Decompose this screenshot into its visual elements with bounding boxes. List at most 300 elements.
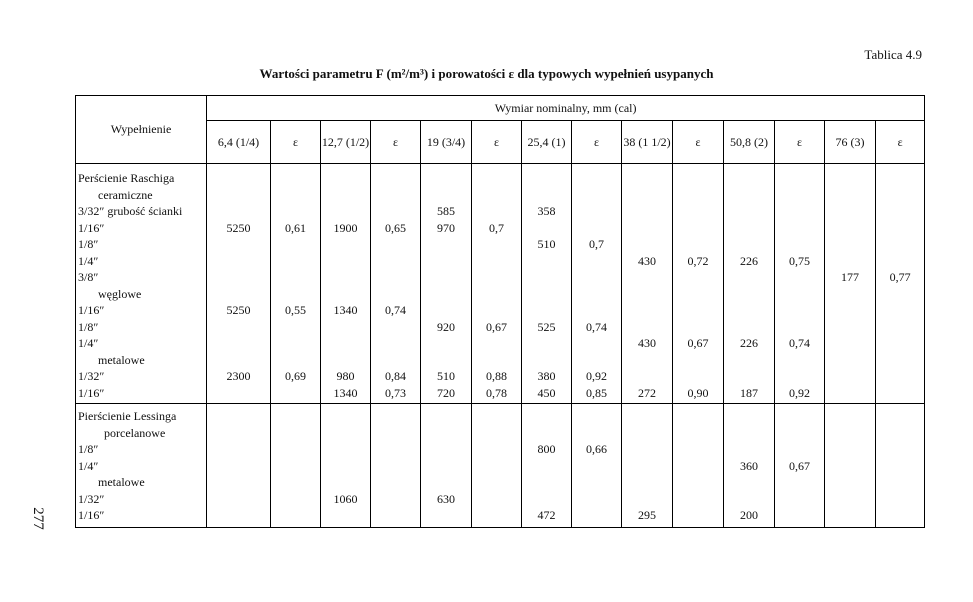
table-cell	[321, 203, 370, 220]
table-cell	[271, 253, 320, 270]
table-cell: 0,67	[687, 336, 709, 350]
table-cell	[775, 170, 824, 187]
table-cell	[572, 253, 621, 270]
table-cell	[724, 319, 774, 336]
table-cell	[825, 491, 875, 508]
table-cell	[572, 458, 621, 475]
row-label: porcelanowe	[104, 425, 166, 440]
table-cell	[876, 474, 924, 491]
table-cell	[775, 302, 824, 319]
table-cell	[673, 507, 723, 524]
table-cell	[207, 319, 270, 336]
table-cell	[572, 491, 621, 508]
column-header: ε	[673, 121, 724, 164]
data-column	[271, 164, 321, 404]
table-cell: 0,65	[385, 220, 406, 235]
table-cell	[622, 441, 672, 458]
table-cell	[876, 302, 924, 319]
data-column	[724, 164, 775, 404]
table-cell	[371, 253, 420, 270]
row-label: 1/4″	[78, 458, 99, 473]
table-cell	[673, 319, 723, 336]
data-column	[825, 164, 876, 404]
table-cell: 0,90	[687, 385, 709, 400]
table-cell	[371, 441, 420, 458]
data-column	[421, 404, 472, 528]
table-cell: 226	[740, 336, 758, 350]
table-cell	[371, 474, 420, 491]
row-label: 1/16″	[78, 303, 105, 317]
table-cell	[522, 187, 571, 204]
table-cell	[724, 220, 774, 237]
table-cell	[371, 170, 420, 187]
table-cell	[321, 474, 370, 491]
row-labels	[76, 404, 207, 528]
table-cell	[825, 203, 875, 220]
column-header: 76 (3)	[825, 121, 876, 164]
table-cell: 0,88	[486, 369, 507, 383]
table-cell	[673, 458, 723, 475]
table-cell: 430	[638, 336, 656, 350]
table-cell	[522, 352, 571, 369]
table-cell: 450	[537, 385, 556, 400]
group-lessing	[76, 404, 925, 528]
table-cell	[472, 507, 521, 524]
table-cell	[673, 474, 723, 491]
data-column	[522, 404, 572, 528]
data-column	[207, 164, 271, 404]
table-cell	[472, 335, 521, 352]
data-column	[371, 404, 421, 528]
table-cell	[775, 507, 824, 524]
table-cell	[876, 368, 924, 385]
table-cell: 0,74	[586, 319, 607, 334]
page-number: 277	[29, 507, 46, 530]
row-label: 1/16″	[78, 220, 105, 235]
table-cell	[421, 458, 471, 475]
table-cell	[421, 507, 471, 524]
table-number: Tablica 4.9	[864, 47, 922, 62]
table-cell	[673, 352, 723, 369]
data-column	[876, 404, 925, 528]
column-header: ε	[472, 121, 522, 164]
table-cell: 1340	[333, 385, 358, 400]
table-cell	[775, 203, 824, 220]
table-cell: 0,77	[889, 270, 911, 284]
table-cell	[421, 253, 471, 270]
table-cell	[825, 385, 875, 402]
table-cell	[271, 352, 320, 369]
table-cell	[421, 425, 471, 442]
table-cell	[622, 236, 672, 253]
data-column	[472, 404, 522, 528]
table-cell	[673, 203, 723, 220]
table-cell	[271, 491, 320, 508]
table-cell	[876, 507, 924, 524]
table-cell	[572, 507, 621, 524]
group-raschig	[76, 164, 925, 404]
table-cell	[775, 319, 824, 336]
table-cell: 800	[537, 442, 556, 456]
table-cell	[572, 302, 621, 319]
data-column	[622, 164, 673, 404]
table-cell	[622, 302, 672, 319]
table-cell	[876, 491, 924, 508]
table-cell	[271, 236, 320, 253]
table-cell: 187	[740, 385, 758, 400]
table-cell	[622, 458, 672, 475]
table-cell: 0,74	[385, 303, 406, 317]
table-cell	[421, 236, 471, 253]
table-cell: 472	[537, 508, 556, 522]
table-cell	[572, 425, 621, 442]
table-cell	[876, 385, 924, 402]
table-cell	[472, 253, 521, 270]
row-label: 1/8″	[78, 237, 99, 251]
table-cell	[825, 507, 875, 524]
table-cell	[876, 253, 924, 270]
table-cell	[673, 187, 723, 204]
table-cell: 358	[537, 204, 556, 218]
column-header: ε	[371, 121, 421, 164]
table-cell	[321, 425, 370, 442]
row-label: węglowe	[98, 286, 142, 301]
column-header: ε	[876, 121, 925, 164]
table-cell	[572, 170, 621, 187]
table-cell	[421, 269, 471, 286]
table-cell	[207, 335, 270, 352]
row-label: 1/4″	[78, 336, 99, 350]
table-cell	[371, 236, 420, 253]
table-cell	[876, 441, 924, 458]
table-cell	[673, 286, 723, 303]
table-cell	[207, 425, 270, 442]
table-cell	[572, 474, 621, 491]
table-cell	[775, 220, 824, 237]
row-label: 1/8″	[78, 442, 99, 456]
table-cell	[472, 187, 521, 204]
table-cell	[472, 408, 521, 425]
table-cell	[622, 474, 672, 491]
data-column	[572, 404, 622, 528]
table-cell	[371, 269, 420, 286]
table-cell	[207, 203, 270, 220]
table-cell	[825, 187, 875, 204]
table-cell: 1340	[333, 303, 358, 317]
table-cell	[825, 253, 875, 270]
table-cell	[775, 269, 824, 286]
table-cell	[207, 491, 270, 508]
table-cell	[321, 335, 370, 352]
data-column	[271, 404, 321, 528]
table-cell: 295	[638, 508, 656, 522]
table-cell	[876, 286, 924, 303]
table-cell	[825, 408, 875, 425]
row-label: metalowe	[98, 475, 145, 489]
table-cell	[371, 408, 420, 425]
table-cell: 0,61	[285, 220, 306, 235]
table-cell	[207, 458, 270, 475]
table-cell	[522, 170, 571, 187]
table-cell	[421, 335, 471, 352]
table-cell: 0,72	[687, 253, 709, 268]
table-cell	[775, 491, 824, 508]
data-column	[724, 404, 775, 528]
table-cell	[724, 474, 774, 491]
table-cell	[472, 203, 521, 220]
table-cell	[371, 425, 420, 442]
table-cell	[472, 286, 521, 303]
header-wypelnienie: Wypełnienie	[76, 96, 207, 164]
table-cell	[825, 352, 875, 369]
table-cell: 1900	[333, 220, 358, 235]
table-cell	[876, 425, 924, 442]
table-cell	[775, 368, 824, 385]
table-cell	[421, 408, 471, 425]
table-cell	[876, 335, 924, 352]
table-cell	[522, 286, 571, 303]
table-cell: 430	[638, 253, 656, 268]
table-cell: 0,85	[586, 385, 607, 400]
table-header	[76, 96, 925, 164]
table-cell	[775, 286, 824, 303]
table-cell	[673, 368, 723, 385]
table-cell	[421, 352, 471, 369]
table-cell	[825, 474, 875, 491]
table-cell	[724, 302, 774, 319]
table-cell	[522, 220, 571, 237]
table-cell	[775, 474, 824, 491]
data-column	[522, 164, 572, 404]
table-cell	[421, 187, 471, 204]
table-cell	[876, 203, 924, 220]
table-cell	[876, 408, 924, 425]
table-cell	[876, 170, 924, 187]
table-cell	[876, 319, 924, 336]
table-cell	[472, 441, 521, 458]
table-cell	[724, 269, 774, 286]
data-column	[472, 164, 522, 404]
table-cell	[622, 170, 672, 187]
table-cell	[775, 425, 824, 442]
row-label: metalowe	[98, 352, 145, 367]
table-cell	[321, 286, 370, 303]
row-label: ceramiczne	[98, 187, 153, 202]
table-cell	[673, 302, 723, 319]
table-cell	[673, 236, 723, 253]
table-cell	[472, 236, 521, 253]
table-cell	[673, 425, 723, 442]
table-cell	[825, 302, 875, 319]
header-wymiar: Wymiar nominalny, mm (cal)	[207, 96, 925, 121]
table-cell	[472, 474, 521, 491]
table-cell	[207, 385, 270, 402]
table-cell	[724, 491, 774, 508]
table-cell	[271, 286, 320, 303]
data-column	[321, 404, 371, 528]
table-cell	[724, 441, 774, 458]
data-column	[775, 164, 825, 404]
table-cell	[622, 269, 672, 286]
table-cell: 970	[437, 220, 455, 235]
table-cell	[622, 352, 672, 369]
table-cell	[271, 335, 320, 352]
table-cell	[271, 507, 320, 524]
table-cell	[572, 187, 621, 204]
table-cell: 0,75	[789, 253, 810, 268]
table-cell	[321, 269, 370, 286]
table-cell	[724, 170, 774, 187]
table-cell	[271, 474, 320, 491]
packing-table	[75, 95, 925, 528]
table-cell	[371, 491, 420, 508]
table-cell	[876, 352, 924, 369]
table-cell	[673, 491, 723, 508]
table-cell	[421, 441, 471, 458]
table-cell: 360	[740, 458, 758, 473]
table-cell	[775, 187, 824, 204]
table-cell	[271, 187, 320, 204]
data-column	[673, 164, 724, 404]
table-cell	[825, 458, 875, 475]
table-cell	[622, 286, 672, 303]
table-cell	[724, 352, 774, 369]
table-cell: 177	[841, 270, 859, 284]
table-cell: 980	[336, 369, 355, 383]
table-cell	[622, 319, 672, 336]
table-cell	[371, 187, 420, 204]
table-cell: 5250	[226, 303, 251, 317]
table-cell	[321, 236, 370, 253]
table-cell	[775, 236, 824, 253]
table-cell	[472, 302, 521, 319]
table-cell	[876, 236, 924, 253]
column-header: 38 (1 1/2)	[622, 121, 673, 164]
data-column	[775, 404, 825, 528]
table-cell	[271, 203, 320, 220]
table-cell	[371, 203, 420, 220]
table-cell: 0,84	[385, 369, 406, 383]
table-title: Wartości parametru F (m²/m³) i porowatości ε dla typowych wypełnień usypanych	[259, 66, 714, 81]
table-cell: 0,7	[489, 220, 504, 235]
table-cell	[207, 269, 270, 286]
table-cell	[522, 458, 571, 475]
table-cell	[271, 319, 320, 336]
table-cell	[207, 474, 270, 491]
row-label: 1/16″	[78, 508, 105, 522]
table-cell: 630	[437, 491, 455, 506]
table-cell	[321, 170, 370, 187]
row-label: Pierścienie Lessinga	[78, 409, 177, 423]
table-cell	[673, 408, 723, 425]
table-cell: 1060	[333, 491, 358, 506]
table-cell	[724, 187, 774, 204]
table-cell	[825, 368, 875, 385]
table-cell	[271, 170, 320, 187]
table-cell	[724, 203, 774, 220]
table-cell	[421, 302, 471, 319]
table-cell: 0,67	[789, 458, 810, 473]
table-cell	[572, 269, 621, 286]
table-cell	[572, 220, 621, 237]
table-cell	[421, 170, 471, 187]
table-cell	[321, 441, 370, 458]
table-cell	[673, 269, 723, 286]
row-label: 1/4″	[78, 253, 99, 268]
table-cell	[622, 203, 672, 220]
table-cell	[271, 441, 320, 458]
data-column	[876, 164, 925, 404]
data-column	[825, 404, 876, 528]
table-cell	[371, 352, 420, 369]
table-cell	[572, 352, 621, 369]
table-cell	[724, 425, 774, 442]
table-cell	[321, 253, 370, 270]
row-label: Perścienie Raschiga	[78, 171, 175, 185]
table-cell	[622, 368, 672, 385]
row-label: 1/32″	[78, 491, 105, 506]
table-cell	[522, 425, 571, 442]
table-cell	[321, 187, 370, 204]
table-cell	[472, 458, 521, 475]
table-cell: 720	[437, 385, 455, 400]
table-cell	[522, 474, 571, 491]
table-cell: 0,7	[589, 237, 604, 251]
table-cell	[207, 286, 270, 303]
table-cell	[371, 286, 420, 303]
table-cell	[271, 425, 320, 442]
table-cell	[522, 408, 571, 425]
table-cell	[572, 335, 621, 352]
table-cell	[321, 352, 370, 369]
table-cell	[472, 352, 521, 369]
table-cell	[622, 408, 672, 425]
table-cell	[321, 458, 370, 475]
table-cell	[472, 170, 521, 187]
table-cell	[876, 458, 924, 475]
data-column	[371, 164, 421, 404]
table-cell	[207, 170, 270, 187]
table-cell	[825, 286, 875, 303]
data-column	[622, 404, 673, 528]
table-cell	[207, 352, 270, 369]
table-cell	[775, 441, 824, 458]
table-cell	[371, 335, 420, 352]
table-cell: 272	[638, 385, 656, 400]
table-cell	[472, 425, 521, 442]
table-cell: 2300	[226, 369, 251, 383]
table-cell	[724, 286, 774, 303]
table-cell	[421, 474, 471, 491]
table-cell	[207, 408, 270, 425]
table-cell	[622, 220, 672, 237]
table-cell	[472, 269, 521, 286]
column-header: 25,4 (1)	[522, 121, 572, 164]
table-cell	[271, 458, 320, 475]
table-cell: 920	[437, 319, 455, 334]
data-column	[321, 164, 371, 404]
table-cell: 0,73	[385, 385, 406, 400]
table-cell	[371, 507, 420, 524]
table-cell	[775, 408, 824, 425]
table-cell: 510	[537, 237, 556, 251]
row-label: 3/32″ grubość ścianki	[78, 204, 183, 218]
data-column	[673, 404, 724, 528]
table-cell	[724, 368, 774, 385]
table-cell: 525	[537, 319, 556, 334]
table-cell	[207, 253, 270, 270]
table-cell	[825, 319, 875, 336]
